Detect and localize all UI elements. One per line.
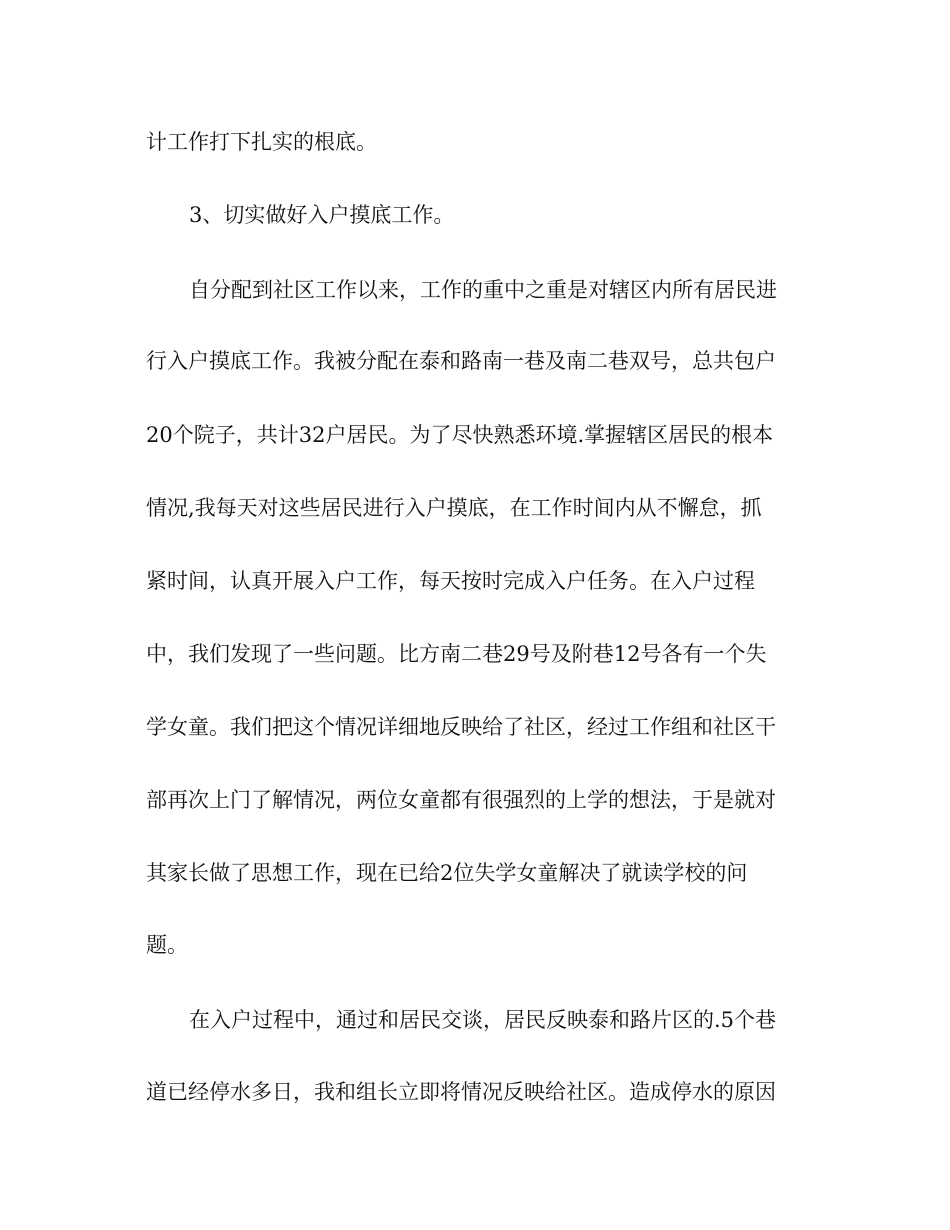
text-line: 紧时间，认真开展入户工作，每天按时完成入户任务。在入户过程 bbox=[146, 569, 755, 593]
text-line: 其家长做了思想工作，现在已给2位失学女童解决了就读学校的问 bbox=[146, 861, 748, 885]
text-line: 题。 bbox=[146, 933, 188, 957]
text-line: 道已经停水多日，我和组长立即将情况反映给社区。造成停水的原因 bbox=[146, 1080, 776, 1104]
text-line: 在入户过程中，通过和居民交谈，居民反映泰和路片区的.5个巷 bbox=[189, 1008, 777, 1032]
text-line: 部再次上门了解情况，两位女童都有很强烈的上学的想法，于是就对 bbox=[146, 788, 776, 812]
text-line: 自分配到社区工作以来，工作的重中之重是对辖区内所有居民进 bbox=[189, 278, 777, 302]
text-line: 计工作打下扎实的根底。 bbox=[146, 130, 377, 154]
text-line: 中，我们发现了一些问题。比方南二巷29号及附巷12号各有一个失 bbox=[146, 642, 767, 666]
text-line: 情况,我每天对这些居民进行入户摸底，在工作时间内从不懈怠，抓 bbox=[146, 496, 762, 520]
section-heading: 3、切实做好入户摸底工作。 bbox=[189, 203, 455, 227]
text-line: 学女童。我们把这个情况详细地反映给了社区，经过工作组和社区干 bbox=[146, 715, 776, 739]
text-line: 行入户摸底工作。我被分配在泰和路南一巷及南二巷双号，总共包户 bbox=[146, 349, 776, 373]
text-line: 20个院子，共计32户居民。为了尽快熟悉环境.掌握辖区居民的根本 bbox=[146, 423, 774, 447]
